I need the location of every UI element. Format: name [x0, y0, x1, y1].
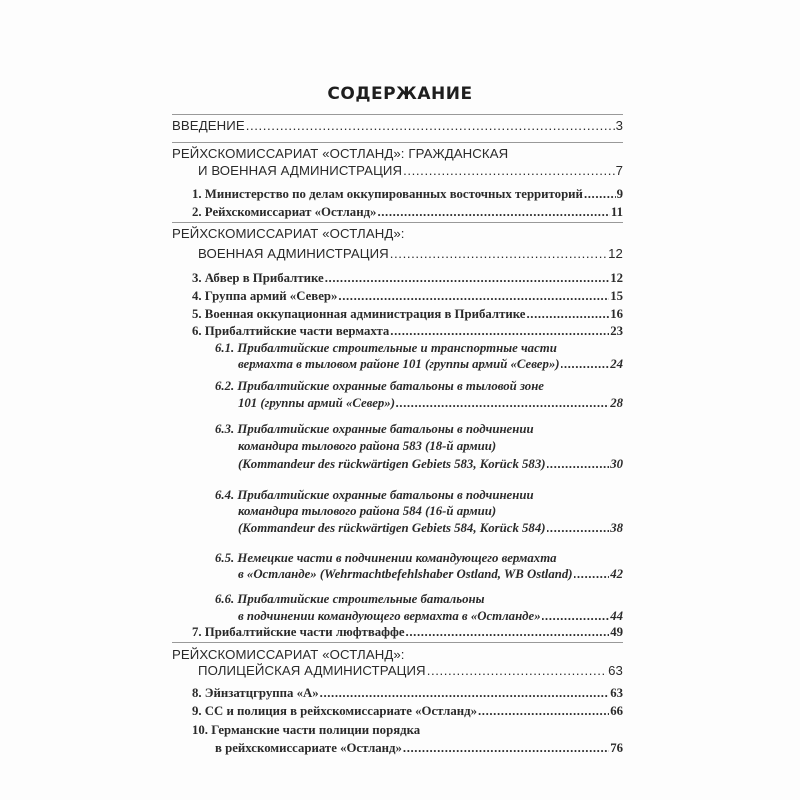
toc-page-number: 42	[610, 567, 623, 581]
toc-entry-line	[215, 487, 534, 503]
dot-leader	[406, 624, 610, 640]
toc-entry-title: 3. Абвер в Прибалтике	[192, 271, 324, 285]
dot-leader	[325, 270, 609, 286]
toc-entry	[198, 663, 623, 679]
toc-entry	[172, 118, 623, 134]
toc-entry	[192, 288, 623, 304]
dot-leader	[246, 118, 615, 134]
dot-leader	[377, 204, 609, 220]
toc-entry-line	[238, 438, 496, 454]
toc-entry-title: 2. Рейхскомиссариат «Остланд»	[192, 205, 377, 219]
toc-entry-title: ПОЛИЦЕЙСКАЯ АДМИНИСТРАЦИЯ	[198, 663, 426, 678]
toc-entry-title: 7. Прибалтийские части люфтваффе	[192, 625, 405, 639]
toc-entry-title: 10. Германские части полиции порядка	[192, 723, 421, 737]
dot-leader	[390, 246, 607, 262]
divider	[172, 222, 623, 223]
toc-page-number: 66	[610, 704, 623, 718]
toc-page-number: 76	[610, 741, 623, 755]
toc-entry-title: 4. Группа армий «Север»	[192, 289, 338, 303]
dot-leader	[547, 520, 610, 536]
toc-entry	[238, 395, 623, 411]
toc-entry-title: 101 (группы армий «Север»)	[238, 396, 395, 410]
toc-page-number: 15	[610, 289, 623, 303]
toc-entry-title: 5. Военная оккупационная администрация в Прибалтике	[192, 307, 526, 321]
dot-leader	[427, 663, 607, 679]
toc-page-number: 44	[610, 609, 623, 623]
dot-leader	[403, 163, 614, 179]
toc-page-number: 38	[610, 521, 623, 535]
toc-entry-title: в рейхскомиссариате «Остланд»	[215, 741, 402, 755]
divider	[172, 114, 623, 115]
toc-entry	[192, 323, 623, 339]
toc-entry-title: в «Остланде» (Wehrmachtbefehlshaber Ostland, WB Ostland)	[238, 567, 573, 581]
toc-entry-title: (Kommandeur des rückwärtigen Gebiets 584, Korück 584)	[238, 521, 546, 535]
toc-entry-title: РЕЙХСКОМИССАРИАТ «ОСТЛАНД»:	[172, 647, 405, 662]
toc-page-number: 12	[608, 246, 623, 261]
toc-entry	[198, 246, 623, 262]
dot-leader	[403, 740, 609, 756]
toc-entry-line	[215, 591, 484, 607]
toc-entry-line	[238, 503, 496, 519]
toc-entry-line	[172, 647, 405, 663]
divider	[172, 642, 623, 643]
dot-leader	[574, 566, 610, 582]
toc-entry-line	[172, 146, 508, 162]
toc-page-number: 63	[608, 663, 623, 678]
toc-entry-line	[215, 378, 544, 394]
toc-entry	[238, 520, 623, 536]
dot-leader	[390, 323, 609, 339]
toc-entry	[192, 685, 623, 701]
toc-entry-title: 6. Прибалтийские части вермахта	[192, 324, 390, 338]
toc-entry-title: 6.5. Немецкие части в подчинении командующего вермахта	[215, 551, 557, 565]
toc-entry-title: командира тылового района 583 (18-й армии)	[238, 439, 497, 453]
toc-page-number: 63	[610, 686, 623, 700]
toc-page-number: 12	[610, 271, 623, 285]
toc-page-number: 28	[610, 396, 623, 410]
toc-page-number: 3	[615, 118, 623, 133]
toc-page-number: 24	[610, 357, 623, 371]
toc-entry-title: 6.6. Прибалтийские строительные батальоны	[215, 592, 485, 606]
divider	[172, 142, 623, 143]
dot-leader	[547, 456, 610, 472]
dot-leader	[338, 288, 609, 304]
toc-entry-title: командира тылового района 584 (16-й армии)	[238, 504, 497, 518]
dot-leader	[561, 356, 610, 372]
toc-entry-title: 1. Министерство по делам оккупированных восточных территорий	[192, 187, 583, 201]
toc-entry	[238, 566, 623, 582]
toc-page-number: 11	[610, 205, 623, 219]
toc-entry-title: вермахта в тыловом районе 101 (группы армий «Север»)	[238, 357, 560, 371]
toc-page-number: 9	[616, 187, 623, 201]
toc-entry-title: 6.4. Прибалтийские охранные батальоны в подчинении	[215, 488, 534, 502]
toc-entry-title: И ВОЕННАЯ АДМИНИСТРАЦИЯ	[198, 163, 403, 178]
toc-entry	[192, 270, 623, 286]
toc-entry-line	[172, 226, 405, 242]
toc-entry	[192, 204, 623, 220]
toc-page-number: 16	[610, 307, 623, 321]
dot-leader	[478, 703, 609, 719]
toc-entry-line	[215, 340, 557, 356]
toc-entry-title: в подчинении командующего вермахта в «Остланде»	[238, 609, 541, 623]
toc-entry-title: 6.3. Прибалтийские охранные батальоны в подчинении	[215, 422, 534, 436]
dot-leader	[526, 306, 609, 322]
toc-entry-title: (Kommandeur des rückwärtigen Gebiets 583, Korück 583)	[238, 457, 546, 471]
page-title: СОДЕРЖАНИЕ	[327, 84, 473, 104]
toc-entry	[192, 703, 623, 719]
toc-entry-title: 9. СС и полиция в рейхскомиссариате «Остланд»	[192, 704, 477, 718]
toc-page-number: 7	[615, 163, 623, 178]
toc-entry	[198, 163, 623, 179]
toc-entry-title: РЕЙХСКОМИССАРИАТ «ОСТЛАНД»:	[172, 226, 405, 241]
dot-leader	[396, 395, 609, 411]
toc-entry-line	[192, 722, 420, 738]
toc-entry-title: 6.2. Прибалтийские охранные батальоны в тыловой зоне	[215, 379, 544, 393]
dot-leader	[542, 608, 610, 624]
toc-entry	[238, 608, 623, 624]
toc-entry-line	[215, 550, 557, 566]
toc-entry-title: РЕЙХСКОМИССАРИАТ «ОСТЛАНД»: ГРАЖДАНСКАЯ	[172, 146, 509, 161]
toc-entry-title: 8. Эйнзатцгруппа «А»	[192, 686, 319, 700]
toc-entry-title: ВВЕДЕНИЕ	[172, 118, 245, 133]
toc-entry	[238, 356, 623, 372]
toc-entry	[192, 186, 623, 202]
toc-entry	[192, 306, 623, 322]
toc-page-number: 49	[610, 625, 623, 639]
toc-entry	[215, 740, 623, 756]
dot-leader	[584, 186, 616, 202]
toc-entry-line	[215, 421, 534, 437]
toc-entry-title: 6.1. Прибалтийские строительные и транспортные части	[215, 341, 557, 355]
toc-entry	[192, 624, 623, 640]
toc-entry-title: ВОЕННАЯ АДМИНИСТРАЦИЯ	[198, 246, 389, 261]
toc-entry	[238, 456, 623, 472]
toc-page-number: 30	[610, 457, 623, 471]
dot-leader	[320, 685, 610, 701]
toc-page-number: 23	[610, 324, 623, 338]
